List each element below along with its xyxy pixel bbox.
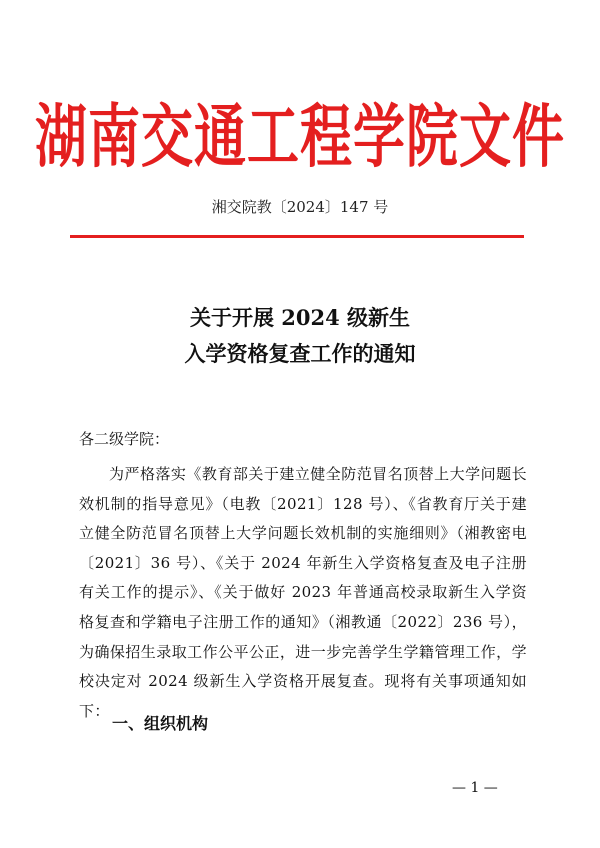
salutation: 各二级学院： [79,430,170,448]
section-heading: 一、组织机构 [112,714,209,733]
document-number: 湘交院教〔2024〕147 号 [211,198,389,216]
notice-title-line-1: 关于开展 2024 级新生 [189,305,411,330]
page-number: — 1 — [452,780,498,796]
notice-title-line-2: 入学资格复查工作的通知 [184,341,416,366]
red-divider-line [70,235,524,238]
document-masthead [0,98,600,178]
body-paragraph: 为严格落实《教育部关于建立健全防范冒名顶替上大学问题长效机制的指导意见》（电教〔2021〕128 号）、《省教育厅关于建立健全防范冒名顶替上大学问题长效机制的实施细则》（湘教密电〔2021〕36 号）、《关于 2024 年新生入学资格复查及电子注册有关工作的提示》、《关于做好 2023 年普通高校录取新生入学资格复查和学籍电子注册工作的通知》（湘教通〔2022〕236 号），为确保招生录取工作公平公正，进一步完善学生学籍管理工作，学校决定对 2024 级新生入学资格开展复查。现将有关事项通知如下： [79,465,527,720]
masthead-title: 湖南交通工程学院文件 [34,98,565,178]
